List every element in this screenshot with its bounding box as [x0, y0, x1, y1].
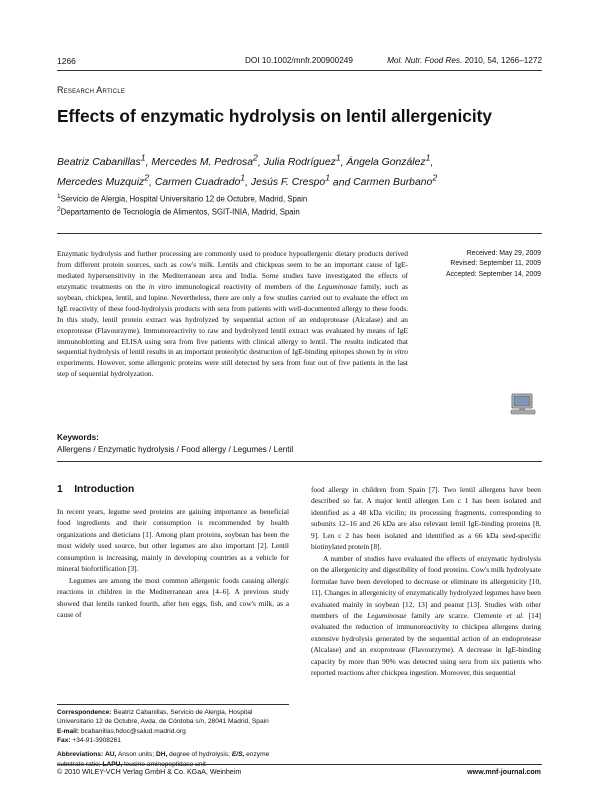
intro-left-column — [57, 506, 289, 621]
article-type: Research Article — [57, 85, 125, 95]
abstract: Enzymatic hydrolysis and further processing are commonly used to produce hypoallergenic dietary products derived from different protein sources, such as cow's milk. Lentils and chickpeas seem to be an important cause of IgE-mediated hypersensitivity in the Mediterranean area and India. Some studies have investigated the effects of enzymatic treatments on the in vitro immunological reactivity of members of the Leguminosae family, such as soybean, chickpea, lentil, and lupine. Nevertheless, there are only a few studies carried out to evaluate the effect on IgE reactivity of these food-hydrolysis products with sera from patients with well-documented allergy to these foods. In this study, lentil protein extract was hydrolyzed by sequential action of an endoprotease (Alcalase) and an exoprotease (Flavourzyme). Immunoreactivity to raw and hydrolyzed lentil extract was evaluated by means of IgE immunoblotting and ELISA using sera from five patients with clinical allergy to lentil. The results indicated that sequential hydrolysis of lentil results in an important proteolytic destruction of IgE-binding epitopes shown by in vitro experiments. However, some allergenic proteins were still detected by sera from four out of five patients in the last step of sequential hydrolyzation. — [57, 249, 409, 379]
email[interactable]: E-mail: bcabanillas.hdoc@salud.madrid.org — [57, 727, 186, 735]
author: Ángela González$^1$ — [346, 153, 431, 169]
affiliations — [57, 192, 307, 218]
section-heading: 1 Introduction — [57, 484, 135, 495]
correspondence-footnote — [57, 708, 289, 769]
article-dates — [446, 249, 541, 280]
journal-name: Mol. Nutr. Food Res. — [387, 56, 463, 65]
author: Mercedes M. Pedrosa$^2$ — [151, 153, 258, 169]
article-title: Effects of enzymatic hydrolysis on lentil allergenicity — [57, 106, 493, 126]
author: Mercedes Muzquiz$^2$ — [57, 172, 150, 189]
footnote-rule — [57, 704, 289, 705]
doi[interactable]: DOI 10.1002/mnfr.200900249 — [245, 56, 353, 65]
paragraph: A number of studies have evaluated the effects of enzymatic hydrolysis on the allergenicity and digestibility of food proteins. Cow's milk hydrolysate formulae have been developed to decrease or eliminate its allergenicity [10, 11]. Changes in allergenicity of enzymatically hydrolyzed legumes have been evaluated mainly in soybean [12, 13] and peanut [13]. Studies with other members of the Leguminosae family are scarce. Clemente et al. [14] evaluated the reduction of immunoreactivity to chickpea allergens during extensive hydrolysis generated by the sequential action of an endoprotease (Alcalase) and an exoprotease (Flavourzyme). A decrease in IgE-binding capacity by more than 90% was detected using sera from six patients who reported reactions after chickpea ingestion. Moreover, this sequential — [311, 553, 541, 678]
running-header — [57, 56, 542, 70]
correspondence: Correspondence: Beatriz Cabanillas, Servicio de Alergia, Hospital Universitario 12 de Octubre, Avda. de Córdoba s/n, 28041 Madrid, Spain — [57, 709, 269, 726]
journal-url[interactable]: www.mnf-journal.com — [467, 768, 541, 776]
author: Julia Rodríguez$^1$ — [263, 153, 341, 169]
author: Carmen Burbano$^2$ — [353, 172, 438, 189]
affiliation: $^2$Departamento de Tecnología de Alimentos, SGIT-INIA, Madrid, Spain — [57, 206, 300, 217]
footer-rule — [57, 764, 542, 765]
intro-right-column — [311, 484, 541, 679]
header-rule — [57, 70, 542, 71]
author: Carmen Cuadrado$^1$ — [154, 172, 246, 189]
affiliation: $^1$Servicio de Alergia, Hospital Universitario 12 de Octubre, Madrid, Spain — [57, 193, 308, 204]
revised-date: Revised: September 11, 2009 — [450, 260, 541, 268]
accepted-date: Accepted: September 14, 2009 — [445, 270, 541, 278]
paragraph: In recent years, legume seed proteins are gaining importance as beneficial food ingredients and their consumption is recommended by health organizations and dieticians [1]. Among plant proteins, soybean has been the most widely used source, but other legumes are also important [2]. Lentil consumption is increasing, mainly in developing countries as a vehicle for mineral biofortification [3]. — [57, 507, 289, 574]
journal-volume-pages: 2010, 54, 1266–1272 — [464, 56, 542, 65]
keywords-list: Allergens / Enzymatic hydrolysis / Food allergy / Legumes / Lentil — [57, 444, 294, 454]
author-list: Beatriz Cabanillas$^1$, Mercedes M. Pedrosa$^2$, Julia Rodríguez$^1$, Ángela González$^1$, Mercedes Muzquiz$^2$, Carmen Cuadrado$^1$, Jesús F. Crespo$^1$ and Carmen Burbano$^2$ — [57, 153, 438, 189]
fax: Fax: +34-91-3908261 — [57, 737, 121, 745]
abstract-top-rule — [57, 233, 542, 234]
keywords-block — [57, 432, 293, 455]
author: Jesús F. Crespo$^1$ — [250, 172, 331, 189]
author: Beatriz Cabanillas$^1$ — [57, 153, 146, 169]
journal-citation — [387, 56, 542, 65]
abbreviations: Abbreviations: AU, Anson units; DH, degree of hydrolysis; E/S, enzyme substrate ratio; LAPU, leucine aminopeptidase unit — [57, 751, 270, 768]
abstract-bottom-rule — [57, 461, 542, 462]
paragraph: food allergy in children from Spain [7]. Two lentil allergens have been described so far. A major lentil allergen Len c 1 has been isolated and identified as a 48 kDa vicilin; its processing fragments, corresponding to subunits 12–16 and 26 kDa are also relevant lentil IgE-binding proteins [8, 9]. Len c 2 has been isolated and identified as a 66 kDa seed-specific biotinylated protein [8]. — [311, 485, 541, 552]
copyright: © 2010 WILEY-VCH Verlag GmbH & Co. KGaA, Weinheim — [57, 768, 242, 776]
paragraph: Legumes are among the most common allergenic foods causing allergic reactions in children in the Mediterranean area [4–6]. A previous study showed that lentils ranked fourth, after hen eggs, fish, and cow's milk, as a cause of — [57, 575, 289, 620]
keywords-label: Keywords: — [57, 433, 99, 442]
received-date: Received: May 29, 2009 — [466, 250, 541, 257]
computer-monitor-icon[interactable] — [510, 393, 536, 415]
page-number: 1266 — [57, 56, 76, 66]
